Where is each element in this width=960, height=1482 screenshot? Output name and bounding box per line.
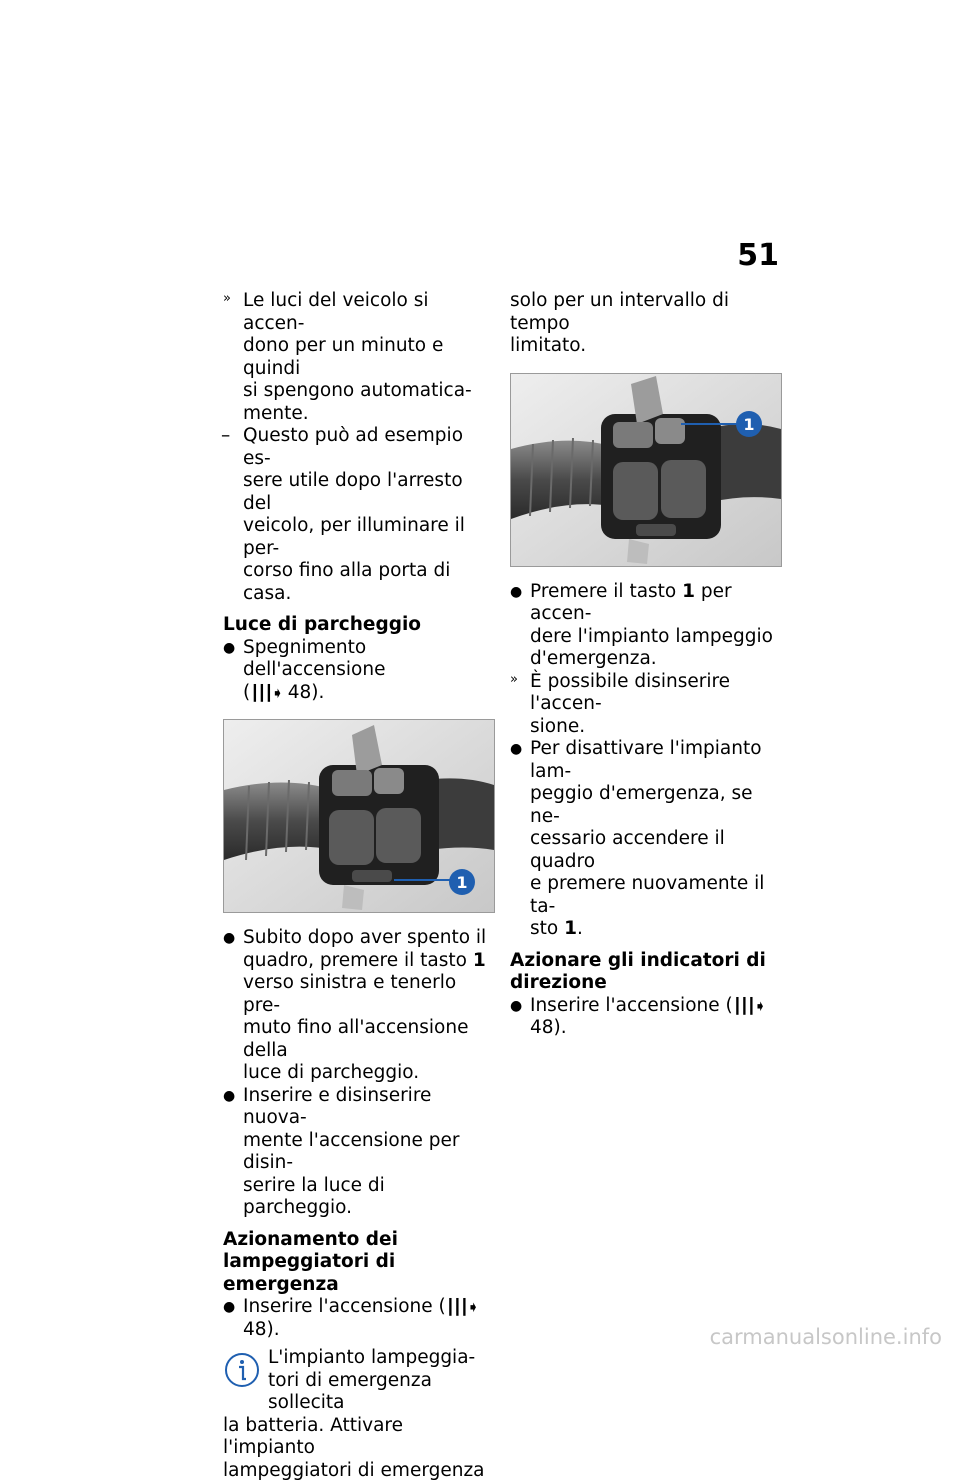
bullet-marker: ● (510, 995, 530, 1018)
result-item (510, 671, 782, 739)
text-line: verso sinistra e tenerlo pre- (243, 972, 493, 1017)
info-icon (223, 1351, 261, 1389)
text-line: d'emergenza. (530, 648, 782, 671)
text-line: muto fino all'accensione della (243, 1017, 493, 1062)
page-reference[interactable]: Inserire l'accensione (┃┃┃➧ 48). (243, 1296, 493, 1341)
text-line: luce di parcheggio. (243, 1062, 493, 1085)
result-item (223, 290, 493, 425)
text-line: solo per un intervallo di tempo (510, 290, 782, 335)
text-line: dere l'impianto lampeggio (530, 626, 782, 649)
page-number: 51 (735, 236, 779, 276)
text-line: veicolo, per illuminare il per- (243, 515, 493, 560)
bullet-item (223, 927, 493, 1085)
text-line: si spengono automatica- (243, 380, 493, 403)
text-line: Questo può ad esempio es- (243, 425, 493, 470)
text-line: Subito dopo aver spento il (243, 927, 493, 950)
page-reference-arrow-icon: ┃┃┃➧ (250, 684, 282, 702)
section-heading-parking-light: Luce di parcheggio (223, 614, 493, 637)
text-line: È possibile disinserire l'accen- (530, 671, 782, 716)
text-line: Spegnimento dell'accensione (243, 637, 493, 682)
text-line: mente. (243, 403, 493, 426)
bullet-marker: ● (223, 1085, 243, 1108)
page-reference[interactable]: Inserire l'accensione (┃┃┃➧ 48). (530, 995, 782, 1040)
right-column (510, 290, 782, 1040)
section-heading-turn-indicators: Azionare gli indicatori di direzione (510, 950, 782, 995)
handlebar-switch-illustration (224, 720, 494, 912)
text-line: peggio d'emergenza, se ne- (530, 783, 782, 828)
page-reference-arrow-icon: ┃┃┃➧ (733, 997, 765, 1015)
left-column (223, 290, 493, 1482)
handlebar-switch-figure-2 (510, 373, 782, 567)
text-line: sione. (530, 716, 782, 739)
callout-label: 1 (456, 873, 467, 892)
handlebar-switch-illustration (511, 374, 781, 566)
callout-label: 1 (743, 415, 754, 434)
text-line: Premere il tasto 1 per accen- (530, 581, 782, 626)
text-line: limitato. (510, 335, 782, 358)
page-reference[interactable]: (┃┃┃➧ 48). (243, 682, 493, 705)
bullet-marker: ● (223, 1296, 243, 1319)
dash-marker: – (221, 425, 241, 448)
section-heading-hazard-lights: Azionamento dei lampeggiatori di emergenza (223, 1229, 493, 1297)
text-line: tori di emergenza sollecita (223, 1370, 493, 1415)
text-line: L'impianto lampeggia- (223, 1347, 493, 1370)
text-line: la batteria. Attivare l'impianto (223, 1415, 493, 1460)
bullet-item (223, 637, 493, 705)
bullet-marker: ● (223, 637, 243, 660)
bullet-item (510, 581, 782, 671)
text-line: e premere nuovamente il ta- (530, 873, 782, 918)
text-line: Per disattivare l'impianto lam- (530, 738, 782, 783)
result-marker: » (223, 288, 243, 311)
text-line: corso fino alla porta di casa. (243, 560, 493, 605)
text-line: sto 1. (530, 918, 782, 941)
text-line: sere utile dopo l'arresto del (243, 470, 493, 515)
page-reference-arrow-icon: ┃┃┃➧ (446, 1298, 478, 1316)
text-line: quadro, premere il tasto 1 (243, 950, 493, 973)
info-note (223, 1347, 493, 1482)
text-line: Inserire e disinserire nuova- (243, 1085, 493, 1130)
bullet-item (223, 1085, 493, 1220)
text-line: cessario accendere il quadro (530, 828, 782, 873)
dash-item (223, 425, 493, 605)
watermark-footer[interactable]: carmanualsonline.info (0, 1326, 960, 1349)
text-line: Le luci del veicolo si accen- (243, 290, 493, 335)
bullet-marker: ● (223, 927, 243, 950)
text-line: dono per un minuto e quindi (243, 335, 493, 380)
text-line: serire la luce di parcheggio. (243, 1175, 493, 1220)
bullet-item (510, 995, 782, 1040)
handlebar-switch-figure-1 (223, 719, 495, 913)
text-line: lampeggiatori di emergenza (223, 1460, 493, 1482)
bullet-marker: ● (510, 738, 530, 761)
bullet-marker: ● (510, 581, 530, 604)
result-marker: » (510, 669, 530, 692)
bullet-item (510, 738, 782, 941)
text-line: mente l'accensione per disin- (243, 1130, 493, 1175)
